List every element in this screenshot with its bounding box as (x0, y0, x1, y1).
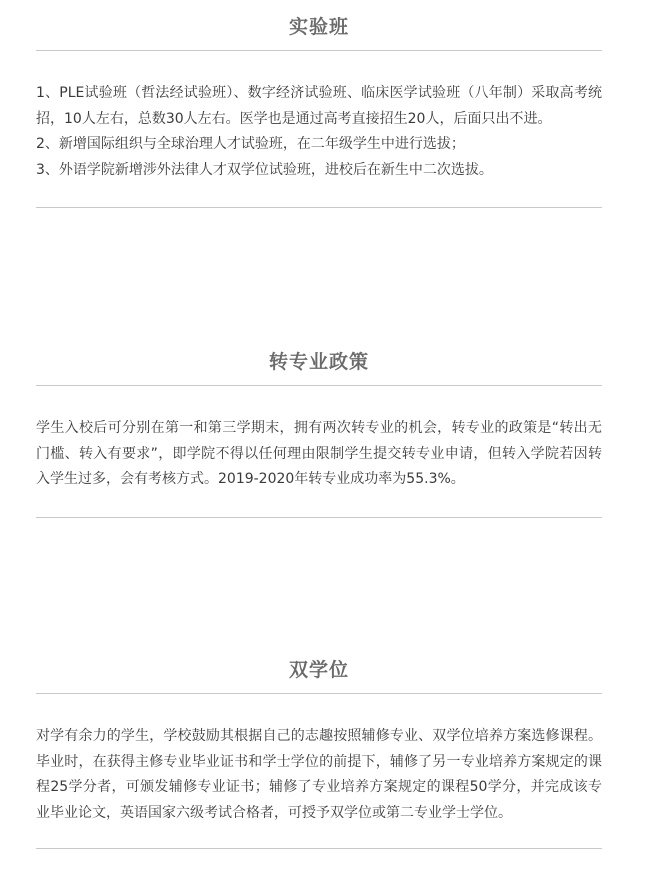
list-item: 2、新增国际组织与全球治理人才试验班，在二年级学生中进行选拔； (36, 136, 465, 152)
section-paragraph: 对学有余力的学生，学校鼓励其根据自己的志趣按照辅修专业、双学位培养方案选修课程。毕业时，在获得主修专业毕业证书和学士学位的前提下，辅修了另一专业培养方案规定的课程25学分者，可颁发辅修专业证书；辅修了专业培养方案规定的课程50学分，并完成该专业毕业论文，英语国家六级考试合格者，可授予双学位或第二专业学士学位。 (36, 728, 602, 821)
list-item: 3、外语学院新增涉外法律人才双学位试验班，进校后在新生中二次选拔。 (36, 161, 493, 178)
divider (36, 517, 602, 518)
section-experimental-class (36, 14, 602, 208)
divider (36, 207, 602, 208)
section-title: 实验班 (288, 16, 349, 38)
section-body (36, 81, 602, 183)
section-major-transfer-policy (36, 349, 602, 518)
section-title: 转专业政策 (268, 351, 369, 373)
section-double-degree (36, 657, 602, 849)
divider (36, 693, 602, 694)
section-title: 双学位 (288, 659, 349, 681)
divider (36, 848, 602, 849)
section-paragraph: 学生入校后可分别在第一和第三学期末，拥有两次转专业的机会，转专业的政策是“转出无门槛、转入有要求”，即学院不得以任何理由限制学生提交转专业申请，但转入学院若因转入学生过多，会有考核方式。2019-2020年转专业成功率为55.3%。 (36, 420, 602, 487)
divider (36, 50, 602, 51)
list-item: 1、PLE试验班（哲法经试验班）、数字经济试验班、临床医学试验班（八年制）采取高考统招，10人左右，总数30人左右。医学也是通过高考直接招生20人，后面只出不进。 (36, 85, 602, 127)
divider (36, 385, 602, 386)
